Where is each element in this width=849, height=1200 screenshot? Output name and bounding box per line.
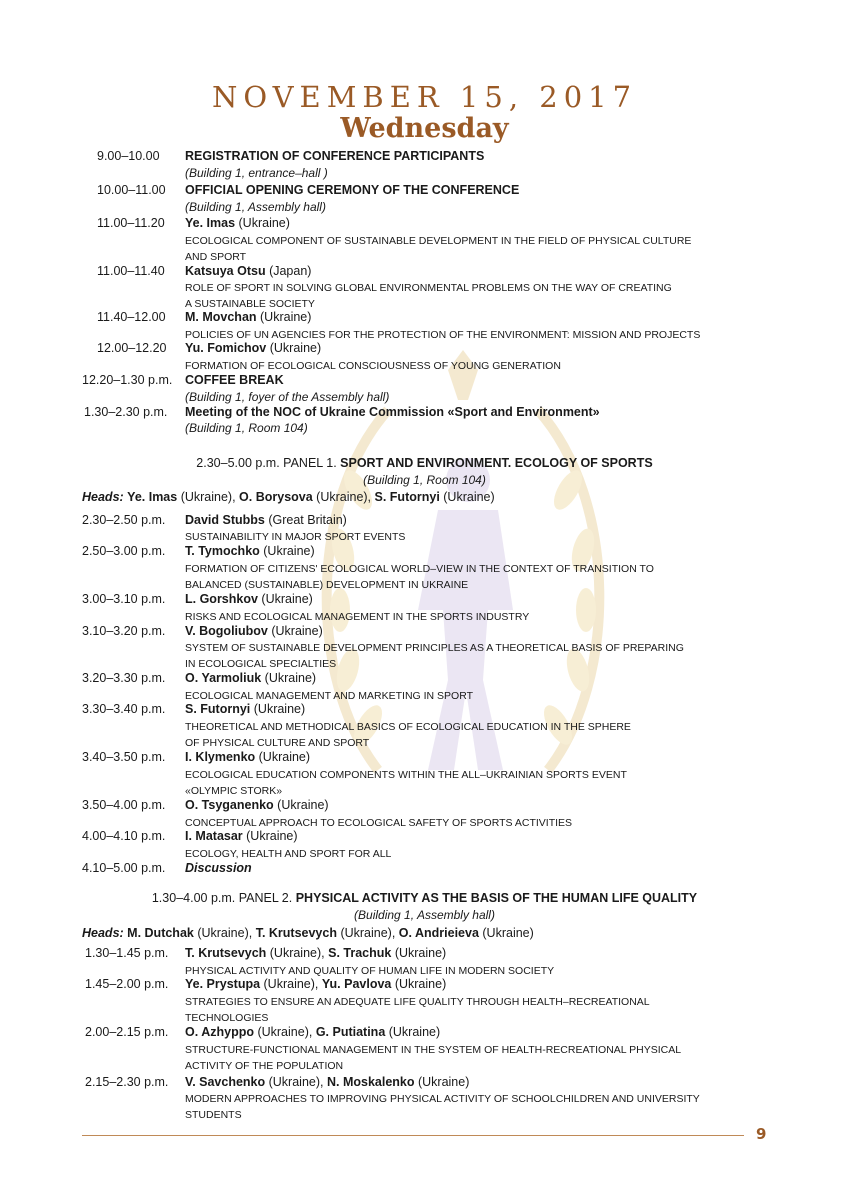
item-location: (Building 1, Room 104) (185, 421, 308, 435)
speaker-line (185, 216, 290, 230)
talk-title (185, 640, 765, 672)
speaker-line (185, 592, 313, 606)
panel-heading (0, 891, 849, 905)
speaker-name: O. Yarmoliuk (185, 671, 262, 685)
item-time: 11.40–12.00 (97, 310, 166, 324)
speaker-name: T. Tymochko (185, 544, 260, 558)
item-title: Meeting of the NOC of Ukraine Commission «Sport and Environment» (185, 405, 600, 419)
speaker-country: (Ukraine) (256, 310, 312, 324)
panel-location: (Building 1, Assembly hall) (354, 908, 495, 922)
talk-title (185, 233, 765, 265)
heads-label: Heads: (82, 490, 124, 504)
head-country: (Ukraine) (478, 926, 534, 940)
talk-title-line: AND SPORT (185, 251, 247, 263)
talk-title-line: THEORETICAL AND METHODICAL BASICS OF ECOLOGICAL EDUCATION IN THE SPHERE (185, 721, 631, 733)
talk-title-line: ECOLOGICAL COMPONENT OF SUSTAINABLE DEVELOPMENT IN THE FIELD OF PHYSICAL CULTURE (185, 235, 692, 247)
speaker-name: G. Putiatina (315, 1025, 386, 1039)
discussion-label: Discussion (185, 861, 252, 875)
item-time: 2.50–3.00 p.m. (82, 544, 166, 558)
talk-title (185, 767, 765, 799)
talk-title: CONCEPTUAL APPROACH TO ECOLOGICAL SAFETY OF SPORTS ACTIVITIES (185, 817, 573, 829)
speaker-country: (Ukraine) (414, 1075, 470, 1089)
head-name: T. Krutsevych (255, 926, 337, 940)
head-country: (Ukraine), (193, 926, 256, 940)
speaker-name: Ye. Imas (185, 216, 236, 230)
speaker-name: L. Gorshkov (185, 592, 258, 606)
talk-title-line: FORMATION OF CITIZENS' ECOLOGICAL WORLD–VIEW IN THE CONTEXT OF TRANSITION TO (185, 563, 654, 575)
item-title: REGISTRATION OF CONFERENCE PARTICIPANTS (185, 149, 485, 163)
panel-heading (0, 456, 849, 470)
item-time: 3.00–3.10 p.m. (82, 592, 166, 606)
page-number: 9 (756, 1125, 767, 1143)
speaker-name: O. Azhyppo (185, 1025, 254, 1039)
speaker-line (185, 1075, 469, 1089)
panel-heads (82, 926, 534, 940)
talk-title: ECOLOGICAL MANAGEMENT AND MARKETING IN SPORT (185, 690, 474, 702)
speaker-country: (Ukraine) (257, 592, 313, 606)
speaker-line (185, 829, 298, 843)
speaker-name: M. Movchan (185, 310, 257, 324)
speaker-line (185, 702, 305, 716)
speaker-country: (Ukraine) (273, 798, 329, 812)
item-time: 1.30–1.45 p.m. (85, 946, 169, 960)
talk-title: PHYSICAL ACTIVITY AND QUALITY OF HUMAN LIFE IN MODERN SOCIETY (185, 965, 555, 977)
talk-title-line: ECOLOGICAL EDUCATION COMPONENTS WITHIN THE ALL–UKRAINIAN SPORTS EVENT (185, 769, 627, 781)
talk-title-line: A SUSTAINABLE SOCIETY (185, 298, 315, 310)
panel-label: PANEL 2. (235, 891, 296, 905)
panel-title: SPORT AND ENVIRONMENT. ECOLOGY OF SPORTS (340, 456, 653, 470)
head-name: Ye. Imas (127, 490, 178, 504)
speaker-line (185, 798, 329, 812)
talk-title (185, 1042, 765, 1074)
talk-title-line: IN ECOLOGICAL SPECIALTIES (185, 658, 337, 670)
talk-title-line: BALANCED (SUSTAINABLE) DEVELOPMENT IN UKRAINE (185, 579, 469, 591)
speaker-line (185, 624, 323, 638)
speaker-country: (Ukraine) (261, 671, 317, 685)
talk-title-line: STRUCTURE-FUNCTIONAL MANAGEMENT IN THE SYSTEM OF HEALTH-RECREATIONAL PHYSICAL (185, 1044, 682, 1056)
page-title-weekday: Wednesday (340, 113, 509, 144)
item-time: 1.45–2.00 p.m. (85, 977, 169, 991)
talk-title-line: OF PHYSICAL CULTURE AND SPORT (185, 737, 370, 749)
item-location: (Building 1, entrance–hall ) (185, 166, 328, 180)
item-time: 2.15–2.30 p.m. (85, 1075, 169, 1089)
speaker-name: O. Tsyganenko (185, 798, 274, 812)
talk-title-line: «OLYMPIC STORK» (185, 785, 283, 797)
speaker-name: I. Matasar (185, 829, 243, 843)
item-time: 12.20–1.30 p.m. (82, 373, 173, 387)
panel-location: (Building 1, Room 104) (363, 473, 486, 487)
speaker-name: S. Trachuk (328, 946, 392, 960)
talk-title: FORMATION OF ECOLOGICAL CONSCIOUSNESS OF YOUNG GENERATION (185, 360, 561, 372)
item-time: 3.30–3.40 p.m. (82, 702, 166, 716)
speaker-name: V. Savchenko (185, 1075, 266, 1089)
speaker-line (185, 671, 316, 685)
speaker-name: Yu. Fomichov (185, 341, 267, 355)
item-time: 11.00–11.20 (97, 216, 165, 230)
speaker-country: (Ukraine) (250, 702, 306, 716)
talk-title (185, 994, 765, 1026)
speaker-country: (Ukraine) (267, 624, 323, 638)
speaker-country: (Ukraine) (255, 750, 311, 764)
page-title-date: NOVEMBER 15, 2017 (211, 80, 638, 114)
talk-title: RISKS AND ECOLOGICAL MANAGEMENT IN THE SPORTS INDUSTRY (185, 611, 530, 623)
item-time: 3.40–3.50 p.m. (82, 750, 166, 764)
head-name: M. Dutchak (127, 926, 194, 940)
footer-rule (82, 1135, 744, 1136)
item-time: 3.10–3.20 p.m. (82, 624, 166, 638)
talk-title (185, 280, 765, 312)
speaker-country: (Great Britain) (264, 513, 347, 527)
item-time: 12.00–12.20 (97, 341, 167, 355)
item-location: (Building 1, Assembly hall) (185, 200, 326, 214)
item-location: (Building 1, foyer of the Assembly hall) (185, 390, 390, 404)
item-title: COFFEE BREAK (185, 373, 284, 387)
speaker-name: David Stubbs (185, 513, 265, 527)
speaker-name: N. Moskalenko (326, 1075, 415, 1089)
item-time: 2.30–2.50 p.m. (82, 513, 166, 527)
talk-title-line: SYSTEM OF SUSTAINABLE DEVELOPMENT PRINCIPLES AS A THEORETICAL BASIS OF PREPARING (185, 642, 684, 654)
talk-title-line: TECHNOLOGIES (185, 1012, 269, 1024)
item-time: 11.00–11.40 (97, 264, 165, 278)
speaker-line (185, 977, 446, 991)
speaker-name: V. Bogoliubov (185, 624, 268, 638)
speaker-name: S. Futornyi (185, 702, 251, 716)
head-name: O. Andrieieva (398, 926, 479, 940)
item-time: 1.30–2.30 p.m. (84, 405, 168, 419)
item-time: 9.00–10.00 (97, 149, 160, 163)
talk-title: POLICIES OF UN AGENCIES FOR THE PROTECTION OF THE ENVIRONMENT: MISSION AND PROJECTS (185, 329, 701, 341)
head-name: O. Borysova (239, 490, 313, 504)
talk-title (185, 719, 765, 751)
head-country: (Ukraine), (312, 490, 375, 504)
speaker-country: (Ukraine) (391, 977, 447, 991)
item-time: 4.10–5.00 p.m. (82, 861, 166, 875)
item-time: 2.00–2.15 p.m. (85, 1025, 169, 1039)
speaker-line (185, 341, 321, 355)
speaker-country: (Ukraine), (266, 946, 329, 960)
speaker-line (185, 750, 310, 764)
speaker-name: Yu. Pavlova (321, 977, 392, 991)
speaker-line (185, 1025, 440, 1039)
speaker-country: (Ukraine) (242, 829, 298, 843)
talk-title: SUSTAINABILITY IN MAJOR SPORT EVENTS (185, 531, 406, 543)
speaker-country: (Ukraine), (260, 977, 322, 991)
talk-title (185, 561, 765, 593)
speaker-country: (Ukraine) (266, 341, 322, 355)
speaker-country: (Ukraine) (235, 216, 290, 230)
speaker-name: I. Klymenko (185, 750, 256, 764)
talk-title-line: STRATEGIES TO ENSURE AN ADEQUATE LIFE QUALITY THROUGH HEALTH–RECREATIONAL (185, 996, 650, 1008)
talk-title: ECOLOGY, HEALTH AND SPORT FOR ALL (185, 848, 392, 860)
speaker-line (185, 946, 446, 960)
panel-title: PHYSICAL ACTIVITY AS THE BASIS OF THE HUMAN LIFE QUALITY (295, 891, 698, 905)
head-country: (Ukraine) (439, 490, 495, 504)
item-title: OFFICIAL OPENING CEREMONY OF THE CONFERENCE (185, 183, 520, 197)
speaker-line (185, 513, 347, 527)
talk-title (185, 1091, 765, 1123)
panel-time: 1.30–4.00 p.m. (151, 891, 236, 905)
talk-title-line: ROLE OF SPORT IN SOLVING GLOBAL ENVIRONMENTAL PROBLEMS ON THE WAY OF CREATING (185, 282, 672, 294)
item-time: 3.50–4.00 p.m. (82, 798, 166, 812)
speaker-name: T. Krutsevych (185, 946, 267, 960)
speaker-line (185, 264, 311, 278)
speaker-country: (Ukraine) (259, 544, 315, 558)
speaker-country: (Ukraine), (265, 1075, 327, 1089)
speaker-name: Ye. Prystupa (185, 977, 261, 991)
item-time: 4.00–4.10 p.m. (82, 829, 166, 843)
talk-title-line: ACTIVITY OF THE POPULATION (185, 1060, 344, 1072)
heads-label: Heads: (82, 926, 124, 940)
speaker-name: Katsuya Otsu (185, 264, 266, 278)
item-time: 3.20–3.30 p.m. (82, 671, 166, 685)
item-time: 10.00–11.00 (97, 183, 166, 197)
head-country: (Ukraine), (336, 926, 399, 940)
panel-label: PANEL 1. (279, 456, 341, 470)
panel-time: 2.30–5.00 p.m. (196, 456, 280, 470)
speaker-country: (Ukraine) (391, 946, 447, 960)
head-country: (Ukraine), (177, 490, 240, 504)
head-name: S. Futornyi (374, 490, 440, 504)
speaker-line (185, 544, 315, 558)
panel-heads (82, 490, 495, 504)
speaker-country: (Ukraine) (385, 1025, 441, 1039)
talk-title-line: MODERN APPROACHES TO IMPROVING PHYSICAL ACTIVITY OF SCHOOLCHILDREN AND UNIVERSITY (185, 1093, 700, 1105)
speaker-line (185, 310, 311, 324)
talk-title-line: STUDENTS (185, 1109, 242, 1121)
speaker-country: (Japan) (265, 264, 312, 278)
speaker-country: (Ukraine), (253, 1025, 316, 1039)
